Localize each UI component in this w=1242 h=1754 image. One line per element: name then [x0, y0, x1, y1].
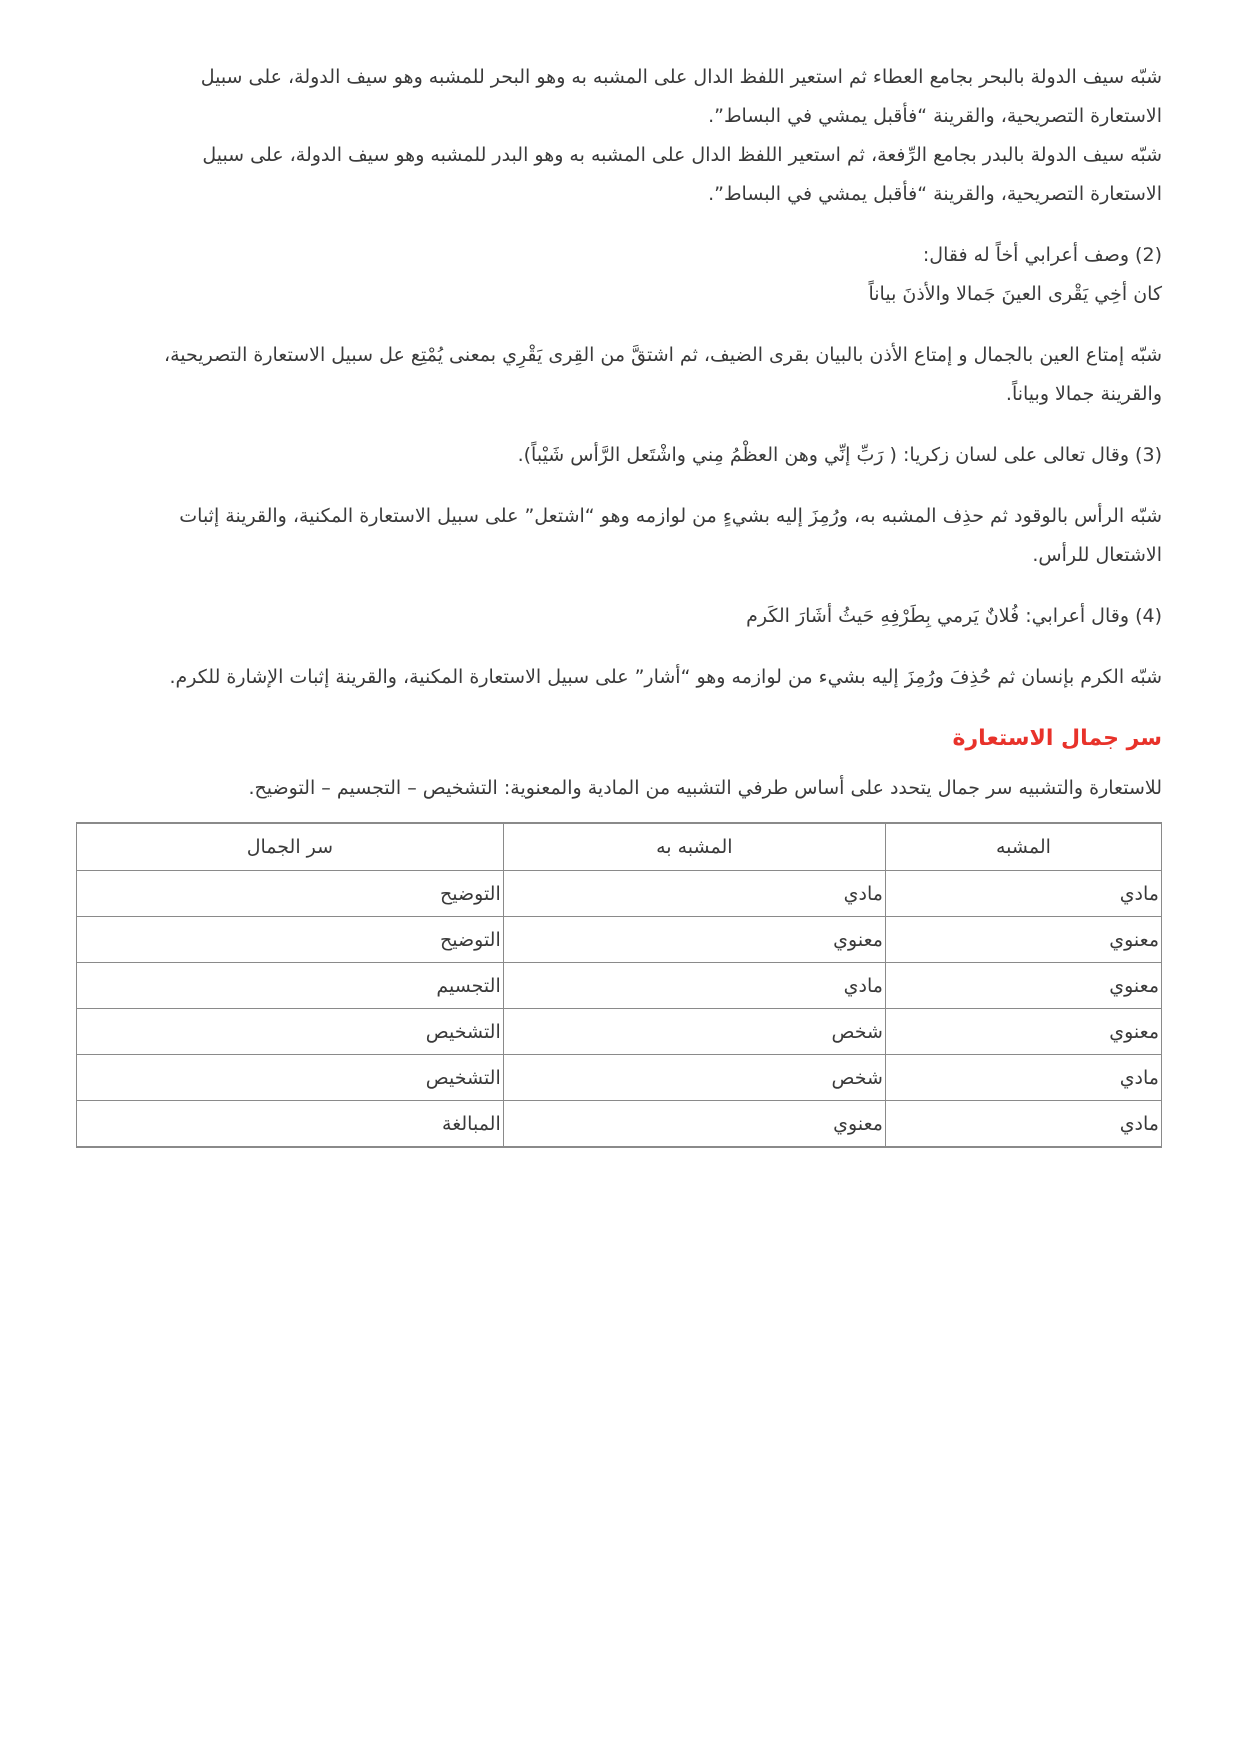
- paragraph-2-line-2: الاستعارة التصريحية، والقرينة “فأقبل يمشي في البساط”.: [708, 183, 1162, 205]
- cell-mushabbah: مادي: [885, 871, 1161, 917]
- cell-beauty-secret: التشخيص: [77, 1055, 504, 1101]
- cell-mushabbah-bih: مادي: [503, 963, 885, 1009]
- cell-mushabbah: مادي: [885, 1101, 1161, 1148]
- cell-mushabbah: معنوي: [885, 1009, 1161, 1055]
- cell-beauty-secret: المبالغة: [77, 1101, 504, 1148]
- cell-mushabbah-bih: معنوي: [503, 917, 885, 963]
- table-row: [77, 871, 1162, 917]
- cell-beauty-secret: التوضيح: [77, 871, 504, 917]
- example-4-explanation: شبّه الكرم بإنسان ثم حُذِفَ ورُمِزَ إليه بشيء من لوازمه وهو “أشار” على سبيل الاستعارة المكنية، والقرينة إثبات الإشارة للكرم.: [169, 666, 1162, 688]
- example-4-title: (4) وقال أعرابي: فُلانٌ يَرمي بِطَرْفِهِ حَيثُ أشَارَ الكَرم: [746, 605, 1162, 627]
- example-3-title: (3) وقال تعالى على لسان زكريا: ( رَبِّ إنِّي وهن العظْمُ مِني واشْتَعل الرَّأس شَيْباً).: [517, 444, 1162, 466]
- cell-mushabbah-bih: معنوي: [503, 1101, 885, 1148]
- section-heading: سر جمال الاستعارة: [952, 726, 1162, 751]
- header-beauty-secret: سر الجمال: [77, 823, 504, 871]
- example-3-explanation-line-1: شبّه الرأس بالوقود ثم حذِف المشبه به، ورُمِزَ إليه بشيءٍ من لوازمه وهو “اشتعل” على سبيل الاستعارة المكنية، والقرينة إثبات: [179, 505, 1162, 527]
- paragraph-1-line-1: شبّه سيف الدولة بالبحر بجامع العطاء ثم استعير اللفظ الدال على المشبه به وهو البحر للمشبه وهو سيف الدولة، على سبيل: [200, 66, 1162, 88]
- example-3-explanation-line-2: الاشتعال للرأس.: [1032, 544, 1162, 566]
- cell-beauty-secret: التجسيم: [77, 963, 504, 1009]
- document-page: [76, 58, 1162, 1148]
- cell-mushabbah: معنوي: [885, 917, 1161, 963]
- example-2-title: (2) وصف أعرابي أخاً له فقال:: [922, 244, 1162, 266]
- table-row: [77, 963, 1162, 1009]
- beauty-table: [76, 822, 1162, 1148]
- header-mushabbah: المشبه: [885, 823, 1161, 871]
- table-row: [77, 1055, 1162, 1101]
- section-intro: للاستعارة والتشبيه سر جمال يتحدد على أساس طرفي التشبيه من المادية والمعنوية: التشخيص – التجسيم – التوضيح.: [248, 777, 1162, 799]
- cell-mushabbah-bih: شخص: [503, 1055, 885, 1101]
- cell-mushabbah: مادي: [885, 1055, 1161, 1101]
- cell-beauty-secret: التشخيص: [77, 1009, 504, 1055]
- cell-beauty-secret: التوضيح: [77, 917, 504, 963]
- header-mushabbah-bih: المشبه به: [503, 823, 885, 871]
- example-2-quote: كان أخِي يَقْرى العينَ جَمالا والأذنَ بياناً: [868, 283, 1162, 305]
- cell-mushabbah: معنوي: [885, 963, 1161, 1009]
- paragraph-1-line-2: الاستعارة التصريحية، والقرينة “فأقبل يمشي في البساط”.: [708, 105, 1162, 127]
- example-2-explanation-line-2: والقرينة جمالا وبياناً.: [1005, 383, 1162, 405]
- table-row: [77, 1101, 1162, 1148]
- example-2-explanation-line-1: شبّه إمتاع العين بالجمال و إمتاع الأذن بالبيان بقرى الضيف، ثم اشتقَّ من القِرى يَقْرِي بمعنى يُمْتِع عل سبيل الاستعارة التصريحية،: [163, 344, 1162, 366]
- cell-mushabbah-bih: شخص: [503, 1009, 885, 1055]
- table-row: [77, 1009, 1162, 1055]
- cell-mushabbah-bih: مادي: [503, 871, 885, 917]
- table-row: [77, 917, 1162, 963]
- table-header-row: [77, 823, 1162, 871]
- paragraph-2-line-1: شبّه سيف الدولة بالبدر بجامع الرِّفعة، ثم استعير اللفظ الدال على المشبه به وهو البدر للمشبه وهو سيف الدولة، على سبيل: [202, 144, 1162, 166]
